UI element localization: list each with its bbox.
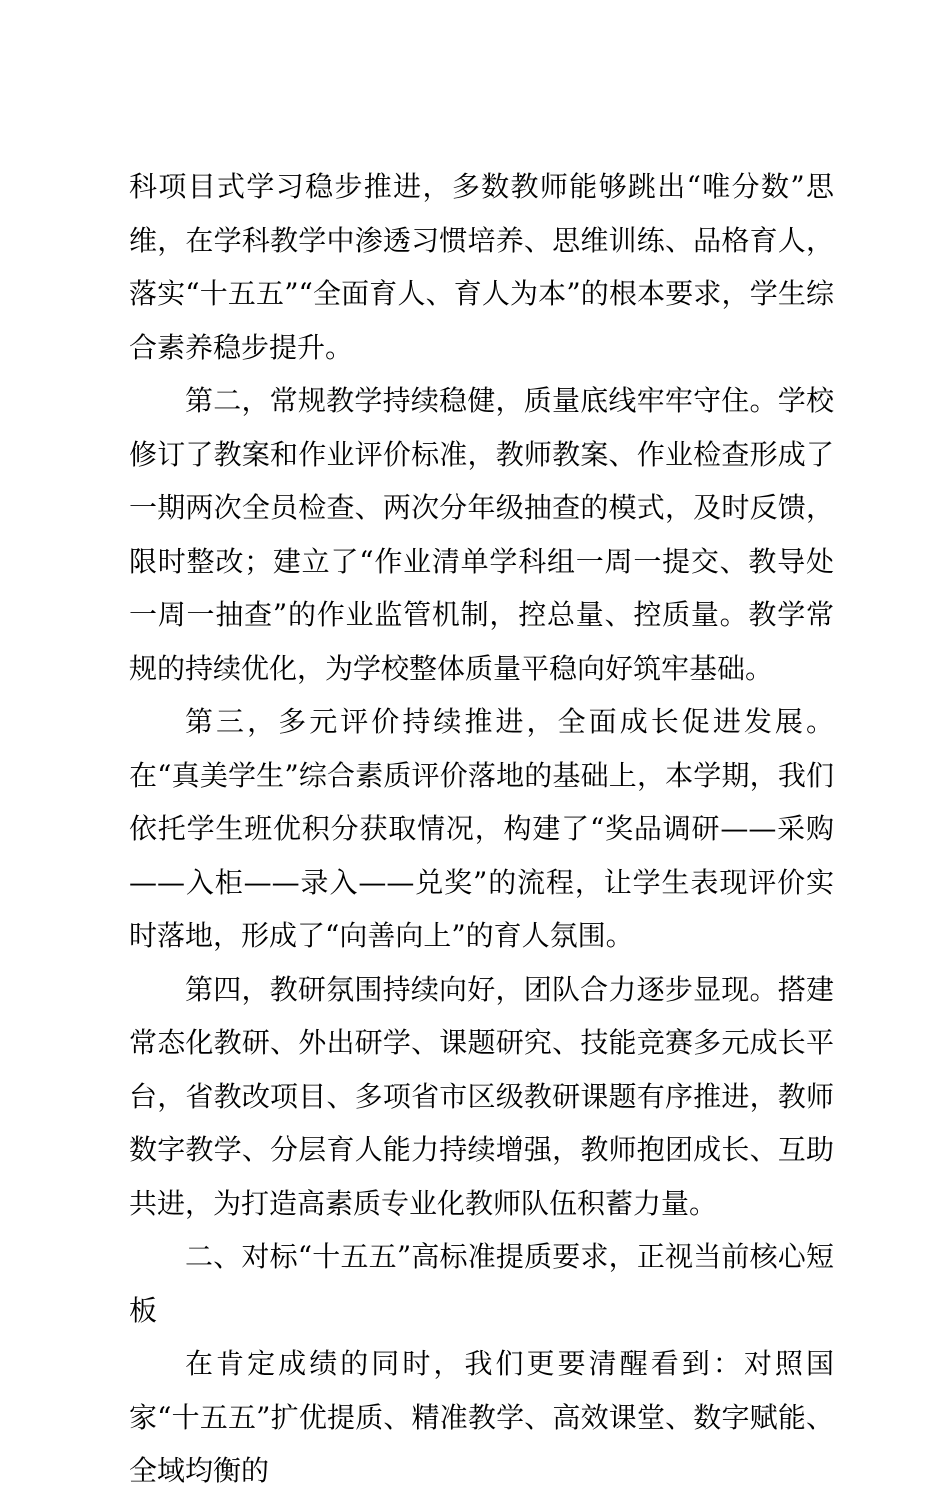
paragraph-fourth-point: 第四，教研氛围持续向好，团队合力逐步显现。搭建常态化教研、外出研学、课题研究、技能竞赛多元成长平台，省教改项目、多项省市区级教研课题有序推进，教师数字教学、分层育人能力持续增强，教师抱团成长、互助共进，为打造高素质专业化教师队伍积蓄力量。 (129, 972, 834, 1220)
paragraph-third-point: 第三，多元评价持续推进，全面成长促进发展。在“真美学生”综合素质评价落地的基础上，本学期，我们依托学生班优积分获取情况，构建了“奖品调研——采购——入柜——录入——兑奖”的流程，让学生表现评价实时落地，形成了“向善向上”的育人氛围。 (129, 705, 834, 952)
paragraph-second-point: 第二，常规教学持续稳健，质量底线牢牢守住。学校修订了教案和作业评价标准，教师教案、作业检查形成了一期两次全员检查、两次分年级抽查的模式，及时反馈，限时整改；建立了“作业清单学科组一周一提交、教导处一周一抽查”的作业监管机制，控总量、控质量。教学常规的持续优化，为学校整体质量平稳向好筑牢基础。 (129, 384, 834, 685)
paragraph-section-intro: 在肯定成绩的同时，我们更要清醒看到：对照国家“十五五”扩优提质、精准教学、高效课堂、数字赋能、全域均衡的 (129, 1347, 834, 1487)
section-heading: 二、对标“十五五”高标准提质要求，正视当前核心短板 (129, 1240, 834, 1327)
paragraph-continuation: 科项目式学习稳步推进，多数教师能够跳出“唯分数”思维，在学科教学中渗透习惯培养、思维训练、品格育人，落实“十五五”“全面育人、育人为本”的根本要求，学生综合素养稳步提升。 (129, 170, 834, 364)
document-page (129, 160, 834, 1498)
